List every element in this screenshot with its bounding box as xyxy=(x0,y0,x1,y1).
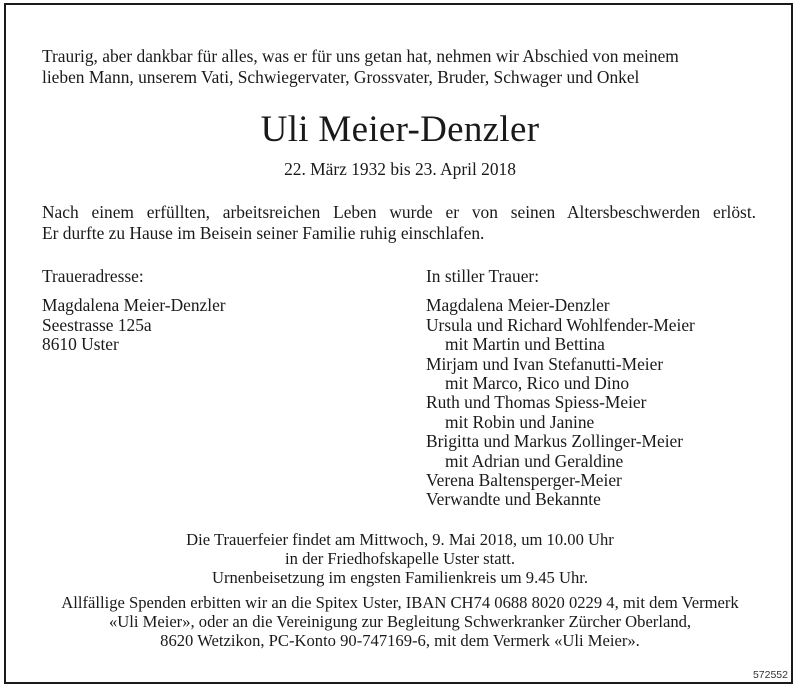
donation-line: 8620 Wetzikon, PC-Konto 90-747169-6, mit dem Vermerk «Uli Meier». xyxy=(160,631,640,651)
mourner-entry: Ursula und Richard Wohlfender-Meier xyxy=(426,314,695,335)
mourner-entry: Ruth und Thomas Spiess-Meier xyxy=(426,392,647,413)
deceased-name: Uli Meier-Denzler xyxy=(260,109,540,150)
address-line: 8610 Uster xyxy=(42,334,119,355)
mourner-entry: Magdalena Meier-Denzler xyxy=(426,295,610,316)
donation-line: Allfällige Spenden erbitten wir an die Spitex Uster, IBAN CH74 0688 8020 0229 4, mit dem Vermerk xyxy=(61,593,739,612)
mourner-entry: Mirjam und Ivan Stefanutti-Meier xyxy=(426,353,664,374)
address-line: Seestrasse 125a xyxy=(42,314,152,335)
address-heading: Traueradresse: xyxy=(42,266,144,286)
intro-text xyxy=(42,46,762,88)
mourner-children: mit Robin und Janine xyxy=(445,411,595,432)
farewell-line: Nach einem erfüllten, arbeitsreichen Leben wurde er von seinen Altersbeschwerden erlöst. xyxy=(42,202,756,222)
ceremony-line: Urnenbeisetzung im engsten Familienkreis um 9.45 Uhr. xyxy=(211,568,589,588)
mourner-entry: Verena Baltensperger-Meier xyxy=(426,470,622,491)
mourner-entry: Brigitta und Markus Zollinger-Meier xyxy=(426,431,684,452)
life-dates: 22. März 1932 bis 23. April 2018 xyxy=(284,159,516,179)
intro-line: Traurig, aber dankbar für alles, was er für uns getan hat, nehmen wir Abschied von meinem xyxy=(42,46,679,66)
ceremony-line: in der Friedhofskapelle Uster statt. xyxy=(285,549,515,569)
farewell-text xyxy=(42,202,756,244)
mourner-entry: Verwandte und Bekannte xyxy=(426,489,601,510)
mourner-children: mit Marco, Rico und Dino xyxy=(445,373,630,394)
reference-number: 572552 xyxy=(752,669,788,681)
mourners-list xyxy=(426,267,695,510)
mourners-heading: In stiller Trauer: xyxy=(426,266,540,286)
ceremony-info xyxy=(0,530,800,588)
mourner-children: mit Martin und Bettina xyxy=(445,334,605,355)
ceremony-line: Die Trauerfeier findet am Mittwoch, 9. Mai 2018, um 10.00 Uhr xyxy=(186,530,614,549)
donation-line: «Uli Meier», oder an die Vereinigung zur Begleitung Schwerkranker Zürcher Oberland, xyxy=(108,612,692,632)
farewell-line: Er durfte zu Hause im Beisein seiner Familie ruhig einschlafen. xyxy=(42,223,485,243)
mourning-address xyxy=(42,267,226,355)
address-line: Magdalena Meier-Denzler xyxy=(42,295,226,316)
mourner-children: mit Adrian und Geraldine xyxy=(445,450,624,471)
intro-line: lieben Mann, unserem Vati, Schwiegervater, Grossvater, Bruder, Schwager und Onkel xyxy=(42,67,640,87)
donation-info xyxy=(0,593,800,651)
